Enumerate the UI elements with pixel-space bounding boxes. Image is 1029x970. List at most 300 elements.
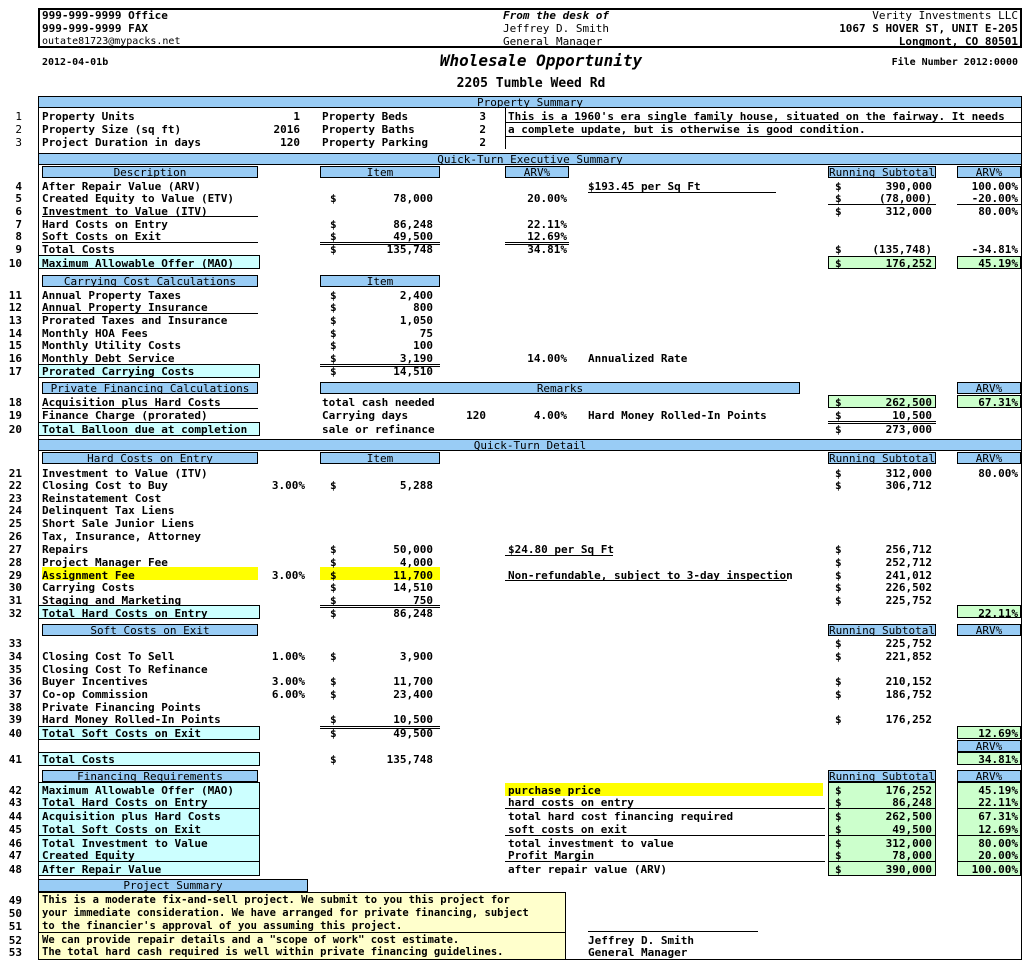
- sender-title: General Manager: [503, 35, 603, 48]
- currency-symbol: $: [330, 301, 337, 314]
- rule-line: [588, 931, 758, 932]
- section-header: Running Subtotal: [829, 624, 935, 636]
- row-number: 47: [8, 849, 22, 862]
- hard-cost-remark: Non-refundable, subject to 3-day inspection: [508, 569, 793, 582]
- section-header: ARV%: [957, 452, 1021, 464]
- property-value: 2: [479, 123, 486, 136]
- row-number: 3: [15, 136, 22, 149]
- property-summary-header: Property Summary: [38, 96, 1022, 108]
- row-number: 4: [15, 180, 22, 193]
- property-label: Property Size (sq ft): [42, 123, 182, 136]
- rule-line: [828, 861, 936, 862]
- office-phone: 999-999-9999 Office: [42, 9, 168, 22]
- exec-item: 78,000: [393, 192, 433, 205]
- currency-symbol: $: [835, 650, 842, 663]
- project-summary-text: We can provide repair details and a "scope of work" cost estimate.: [42, 934, 460, 946]
- project-summary-text: your immediate consideration. We have arranged for private financing, subject: [42, 907, 529, 919]
- carrying-item: 800: [413, 301, 433, 314]
- carrying-item: 1,050: [399, 314, 433, 327]
- rule-line: [505, 242, 569, 245]
- total-costs-item: 135,748: [386, 753, 433, 766]
- hard-cost-percent: 3.00%: [271, 479, 305, 492]
- financing-label: Total Investment to Value: [42, 837, 208, 850]
- row-number: 31: [8, 594, 22, 607]
- running-subtotal: 273,000: [885, 423, 932, 436]
- rule-line: [828, 808, 936, 809]
- property-description: This is a 1960's era single family house, situated on the fairway. It needs: [508, 110, 1005, 123]
- rule-line: [957, 835, 1021, 836]
- running-subtotal: 210,152: [885, 675, 932, 688]
- currency-symbol: $: [835, 467, 842, 480]
- soft-cost-percent: 3.00%: [271, 675, 305, 688]
- row-number: 37: [8, 688, 22, 701]
- row-number: 45: [8, 823, 22, 836]
- hard-cost-remark: $24.80 per Sq Ft: [508, 543, 614, 556]
- section-header: ARV%: [957, 740, 1021, 752]
- row-number: 39: [8, 713, 22, 726]
- financing-label: Created Equity: [42, 849, 135, 862]
- email-address: outate81723@mypacks.net: [42, 36, 181, 47]
- arv-percent: 80.00%: [978, 837, 1018, 850]
- financing-remark: after repair value (ARV): [508, 863, 667, 876]
- currency-symbol: $: [835, 257, 842, 270]
- running-subtotal: 306,712: [885, 479, 932, 492]
- company-city: Longmont, CO 80501: [898, 35, 1018, 48]
- currency-symbol: $: [835, 479, 842, 492]
- soft-cost-item: 3,900: [399, 650, 433, 663]
- running-subtotal: 221,852: [885, 650, 932, 663]
- arv-percent: -20.00%: [971, 192, 1018, 205]
- fax-number: 999-999-9999 FAX: [42, 22, 148, 35]
- rule-line: [505, 136, 1022, 137]
- property-value: 120: [280, 136, 300, 149]
- hard-cost-item: 5,288: [399, 479, 433, 492]
- hard-cost-label: Tax, Insurance, Attorney: [42, 530, 201, 543]
- rule-line: [38, 861, 260, 862]
- financing-remark: soft costs on exit: [508, 823, 628, 836]
- soft-cost-item: 11,700: [393, 675, 433, 688]
- hard-cost-label: Closing Cost to Buy: [42, 479, 168, 492]
- exec-label: Investment to Value (ITV): [42, 205, 208, 218]
- currency-symbol: $: [835, 205, 842, 218]
- currency-symbol: $: [835, 569, 842, 582]
- arv-percent: 45.19%: [978, 784, 1018, 797]
- arv-percent: 22.11%: [978, 796, 1018, 809]
- currency-symbol: $: [835, 637, 842, 650]
- rule-line: [42, 408, 258, 409]
- project-summary-text: to the financier's approval of you assuming this project.: [42, 920, 403, 932]
- signature-name: Jeffrey D. Smith: [588, 934, 694, 947]
- running-subtotal: 241,012: [885, 569, 932, 582]
- quick-turn-detail-header: Quick-Turn Detail: [38, 439, 1022, 451]
- rule-line: [957, 808, 1021, 809]
- report-date: 2012-04-01b: [42, 57, 109, 68]
- hard-cost-label: Repairs: [42, 543, 89, 556]
- from-desk: From the desk of: [503, 9, 609, 22]
- currency-symbol: $: [835, 688, 842, 701]
- running-subtotal: 176,252: [885, 257, 932, 270]
- section-header: Description: [42, 166, 258, 178]
- soft-cost-label: Private Financing Points: [42, 701, 201, 714]
- running-subtotal: 252,712: [885, 556, 932, 569]
- exec-item: 135,748: [386, 243, 433, 256]
- currency-symbol: $: [330, 675, 337, 688]
- running-subtotal: (78,000): [879, 192, 932, 205]
- section-header: Running Subtotal: [829, 166, 935, 178]
- financing-remark: total investment to value: [508, 837, 674, 850]
- currency-symbol: $: [330, 569, 337, 582]
- running-subtotal: 176,252: [885, 713, 932, 726]
- row-number: 34: [8, 650, 22, 663]
- rule-line: [505, 861, 825, 862]
- hard-cost-label: Staging and Marketing: [42, 594, 182, 607]
- hard-cost-label: Assignment Fee: [42, 569, 135, 582]
- property-label: Property Beds: [322, 110, 409, 123]
- currency-symbol: $: [330, 365, 337, 378]
- private-label: Finance Charge (prorated): [42, 409, 208, 422]
- hard-cost-item: 750: [413, 594, 433, 607]
- section-header: ARV%: [957, 166, 1021, 178]
- currency-symbol: $: [330, 230, 337, 243]
- hard-cost-item: 86,248: [393, 607, 433, 620]
- running-subtotal: 49,500: [892, 823, 932, 836]
- section-header: Running Subtotal: [829, 770, 935, 782]
- carrying-label: Prorated Taxes and Insurance: [42, 314, 228, 327]
- carrying-item: 2,400: [399, 289, 433, 302]
- financing-remark: Profit Margin: [508, 849, 595, 862]
- currency-symbol: $: [835, 409, 842, 422]
- row-number: 8: [15, 230, 22, 243]
- rule-line: [42, 242, 258, 243]
- hard-cost-item: 50,000: [393, 543, 433, 556]
- currency-symbol: $: [330, 688, 337, 701]
- currency-symbol: $: [330, 713, 337, 726]
- running-subtotal: 226,502: [885, 581, 932, 594]
- row-number: 36: [8, 675, 22, 688]
- row-number: 19: [8, 409, 22, 422]
- currency-symbol: $: [835, 581, 842, 594]
- row-number: 11: [8, 289, 22, 302]
- carrying-label: Monthly Debt Service: [42, 352, 175, 365]
- row-number: 41: [8, 753, 22, 766]
- property-value: 2016: [273, 123, 300, 136]
- row-number: 26: [8, 530, 22, 543]
- exec-label: Maximum Allowable Offer (MAO): [42, 257, 235, 270]
- hard-cost-label: Investment to Value (ITV): [42, 467, 208, 480]
- currency-symbol: $: [330, 192, 337, 205]
- running-subtotal: 225,752: [885, 637, 932, 650]
- arv-percent: 22.11%: [978, 607, 1018, 620]
- property-value: 2: [479, 136, 486, 149]
- carrying-item: 3,190: [399, 352, 433, 365]
- financing-label: Total Soft Costs on Exit: [42, 823, 201, 836]
- private-remark: Carrying days: [322, 409, 409, 422]
- hard-costs-header: Hard Costs on Entry: [42, 452, 258, 464]
- currency-symbol: $: [330, 753, 337, 766]
- section-header: Running Subtotal: [829, 452, 935, 464]
- running-subtotal: 312,000: [885, 837, 932, 850]
- currency-symbol: $: [835, 396, 842, 409]
- row-number: 30: [8, 581, 22, 594]
- exec-label: Hard Costs on Entry: [42, 218, 168, 231]
- hard-cost-item: 14,510: [393, 581, 433, 594]
- row-number: 22: [8, 479, 22, 492]
- currency-symbol: $: [330, 650, 337, 663]
- soft-cost-item: 49,500: [393, 727, 433, 740]
- currency-symbol: $: [330, 607, 337, 620]
- rule-line: [320, 364, 440, 367]
- project-summary-text: This is a moderate fix-and-sell project. We submit to you this project for: [42, 894, 510, 906]
- rule-line: [42, 216, 258, 217]
- rule-line: [42, 313, 258, 314]
- currency-symbol: $: [835, 796, 842, 809]
- currency-symbol: $: [835, 837, 842, 850]
- arv-percent: 100.00%: [971, 863, 1018, 876]
- currency-symbol: $: [835, 823, 842, 836]
- currency-symbol: $: [835, 543, 842, 556]
- private-label: Total Balloon due at completion: [42, 423, 248, 436]
- currency-symbol: $: [330, 289, 337, 302]
- currency-symbol: $: [835, 243, 842, 256]
- row-number: 1: [15, 110, 22, 123]
- section-header: Item: [320, 166, 440, 178]
- running-subtotal: 312,000: [885, 205, 932, 218]
- hard-cost-label: Total Hard Costs on Entry: [42, 607, 208, 620]
- currency-symbol: $: [835, 675, 842, 688]
- property-address: 2205 Tumble Weed Rd: [456, 76, 606, 91]
- company-name: Verity Investments LLC: [872, 9, 1018, 22]
- carrying-label: Monthly HOA Fees: [42, 327, 148, 340]
- currency-symbol: $: [835, 192, 842, 205]
- project-summary-header: Project Summary: [38, 879, 308, 892]
- currency-symbol: $: [330, 352, 337, 365]
- currency-symbol: $: [835, 784, 842, 797]
- exec-label: Created Equity to Value (ETV): [42, 192, 235, 205]
- rule-line: [505, 835, 825, 836]
- row-number: 29: [8, 569, 22, 582]
- financing-label: After Repair Value: [42, 863, 162, 876]
- file-number: File Number 2012:0000: [891, 57, 1018, 68]
- financing-remark: purchase price: [508, 784, 601, 797]
- running-subtotal: 312,000: [885, 467, 932, 480]
- arv-percent: 67.31%: [978, 810, 1018, 823]
- row-number: 15: [8, 339, 22, 352]
- row-number: 16: [8, 352, 22, 365]
- page-title: Wholesale Opportunity: [439, 51, 643, 70]
- exec-arv: 12.69%: [527, 230, 567, 243]
- hard-cost-label: Delinquent Tax Liens: [42, 504, 175, 517]
- row-number: 6: [15, 205, 22, 218]
- soft-cost-label: Co-op Commission: [42, 688, 148, 701]
- rule-line: [42, 364, 258, 365]
- row-number: 46: [8, 837, 22, 850]
- row-number: 17: [8, 365, 22, 378]
- carrying-label: Annual Property Insurance: [42, 301, 208, 314]
- row-number: 33: [8, 637, 22, 650]
- arv-percent: 45.19%: [978, 257, 1018, 270]
- private-remark: sale or refinance: [322, 423, 435, 436]
- row-number: 21: [8, 467, 22, 480]
- currency-symbol: $: [835, 810, 842, 823]
- arv-percent: 34.81%: [978, 753, 1018, 766]
- currency-symbol: $: [835, 713, 842, 726]
- total-costs-label: Total Costs: [42, 753, 115, 766]
- running-subtotal: 86,248: [892, 796, 932, 809]
- running-subtotal: 390,000: [885, 180, 932, 193]
- row-number: 38: [8, 701, 22, 714]
- financing-label: Total Hard Costs on Entry: [42, 796, 208, 809]
- row-number: 43: [8, 796, 22, 809]
- section-header: ARV%: [957, 624, 1021, 636]
- private-remark: total cash needed: [322, 396, 435, 409]
- section-header: ARV%: [957, 382, 1021, 394]
- arv-percent: 12.69%: [978, 823, 1018, 836]
- exec-arv: 20.00%: [527, 192, 567, 205]
- row-number: 14: [8, 327, 22, 340]
- row-number: 10: [8, 257, 22, 270]
- row-number: 18: [8, 396, 22, 409]
- soft-cost-label: Total Soft Costs on Exit: [42, 727, 201, 740]
- running-subtotal: 225,752: [885, 594, 932, 607]
- currency-symbol: $: [330, 594, 337, 607]
- row-number: 2: [15, 123, 22, 136]
- soft-cost-label: Hard Money Rolled-In Points: [42, 713, 221, 726]
- property-description: a complete update, but is otherwise is good condition.: [508, 123, 866, 136]
- currency-symbol: $: [330, 556, 337, 569]
- row-number: 20: [8, 423, 22, 436]
- rule-line: [828, 835, 936, 836]
- points-percent: 4.00%: [533, 409, 567, 422]
- running-subtotal: 256,712: [885, 543, 932, 556]
- private-financing-header: Private Financing Calculations: [42, 382, 258, 394]
- company-street: 1067 S HOVER ST, UNIT E-205: [839, 22, 1018, 35]
- currency-symbol: $: [835, 556, 842, 569]
- carrying-header: Carrying Cost Calculations: [42, 275, 258, 287]
- soft-cost-percent: 1.00%: [271, 650, 305, 663]
- annual-rate: 14.00%: [527, 352, 567, 365]
- exec-summary-header: Quick-Turn Executive Summary: [38, 153, 1022, 165]
- soft-cost-label: Buyer Incentives: [42, 675, 148, 688]
- currency-symbol: $: [330, 314, 337, 327]
- exec-arv: 22.11%: [527, 218, 567, 231]
- financing-req-header: Financing Requirements: [42, 770, 258, 782]
- soft-costs-header: Soft Costs on Exit: [42, 624, 258, 636]
- row-number: 9: [15, 243, 22, 256]
- row-number: 35: [8, 663, 22, 676]
- arv-percent: 20.00%: [978, 849, 1018, 862]
- row-number: 40: [8, 727, 22, 740]
- signature-title: General Manager: [588, 946, 688, 959]
- hard-cost-item: 4,000: [399, 556, 433, 569]
- carrying-label: Annual Property Taxes: [42, 289, 182, 302]
- arv-percent: -34.81%: [971, 243, 1018, 256]
- rule-line: [828, 421, 936, 424]
- carrying-item: 75: [419, 327, 433, 340]
- rule-line: [828, 204, 936, 205]
- exec-item: 49,500: [393, 230, 433, 243]
- remarks-header: Remarks: [320, 382, 800, 394]
- exec-item: 86,248: [393, 218, 433, 231]
- currency-symbol: $: [330, 581, 337, 594]
- row-number: 28: [8, 556, 22, 569]
- hard-cost-label: Carrying Costs: [42, 581, 135, 594]
- row-number: 27: [8, 543, 22, 556]
- row-number: 44: [8, 810, 22, 823]
- arv-percent: 12.69%: [978, 727, 1018, 740]
- exec-arv: 34.81%: [527, 243, 567, 256]
- row-number: 53: [8, 946, 22, 959]
- project-summary-text: The total hard cash required is well within private financing guidelines.: [42, 946, 504, 958]
- property-label: Property Parking: [322, 136, 428, 149]
- currency-symbol: $: [330, 218, 337, 231]
- row-number: 48: [8, 863, 22, 876]
- property-value: 1: [293, 110, 300, 123]
- section-header: ARV%: [505, 166, 569, 178]
- running-subtotal: (135,748): [872, 243, 932, 256]
- section-header: ARV%: [957, 770, 1021, 782]
- exec-label: Soft Costs on Exit: [42, 230, 162, 243]
- row-number: 32: [8, 607, 22, 620]
- row-number: 7: [15, 218, 22, 231]
- currency-symbol: $: [835, 849, 842, 862]
- row-number: 13: [8, 314, 22, 327]
- running-subtotal: 10,500: [892, 409, 932, 422]
- arv-percent: 100.00%: [971, 180, 1018, 193]
- row-number: 51: [8, 920, 22, 933]
- arv-percent: 67.31%: [978, 396, 1018, 409]
- property-label: Property Baths: [322, 123, 415, 136]
- soft-cost-item: 10,500: [393, 713, 433, 726]
- hard-cost-label: Reinstatement Cost: [42, 492, 162, 505]
- rule-line: [320, 726, 440, 729]
- soft-cost-item: 23,400: [393, 688, 433, 701]
- running-subtotal: 390,000: [885, 863, 932, 876]
- carrying-label: Prorated Carrying Costs: [42, 365, 195, 378]
- arv-percent: 80.00%: [978, 205, 1018, 218]
- hard-cost-label: Short Sale Junior Liens: [42, 517, 195, 530]
- rule-line: [957, 204, 1021, 205]
- currency-symbol: $: [330, 727, 337, 740]
- running-subtotal: 78,000: [892, 849, 932, 862]
- hard-cost-item: 11,700: [393, 569, 433, 582]
- row-number: 42: [8, 784, 22, 797]
- soft-cost-label: Closing Cost To Refinance: [42, 663, 208, 676]
- rule-line: [320, 605, 440, 608]
- exec-label: Total Costs: [42, 243, 115, 256]
- currency-symbol: $: [835, 863, 842, 876]
- section-header: Item: [320, 275, 440, 287]
- soft-cost-label: Closing Cost To Sell: [42, 650, 175, 663]
- row-number: 12: [8, 301, 22, 314]
- carrying-item: 14,510: [393, 365, 433, 378]
- property-label: Project Duration in days: [42, 136, 201, 149]
- financing-label: Acquisition plus Hard Costs: [42, 810, 221, 823]
- currency-symbol: $: [835, 180, 842, 193]
- carrying-label: Monthly Utility Costs: [42, 339, 182, 352]
- currency-symbol: $: [330, 479, 337, 492]
- rule-line: [505, 580, 787, 581]
- sender-name: Jeffrey D. Smith: [503, 22, 609, 35]
- currency-symbol: $: [835, 594, 842, 607]
- row-number: 49: [8, 894, 22, 907]
- price-per-sqft: $193.45 per Sq Ft: [588, 180, 701, 193]
- carrying-days: 120: [466, 409, 486, 422]
- row-number: 52: [8, 934, 22, 947]
- running-subtotal: 176,252: [885, 784, 932, 797]
- financing-label: Maximum Allowable Offer (MAO): [42, 784, 235, 797]
- hard-cost-label: Project Manager Fee: [42, 556, 168, 569]
- row-number: 25: [8, 517, 22, 530]
